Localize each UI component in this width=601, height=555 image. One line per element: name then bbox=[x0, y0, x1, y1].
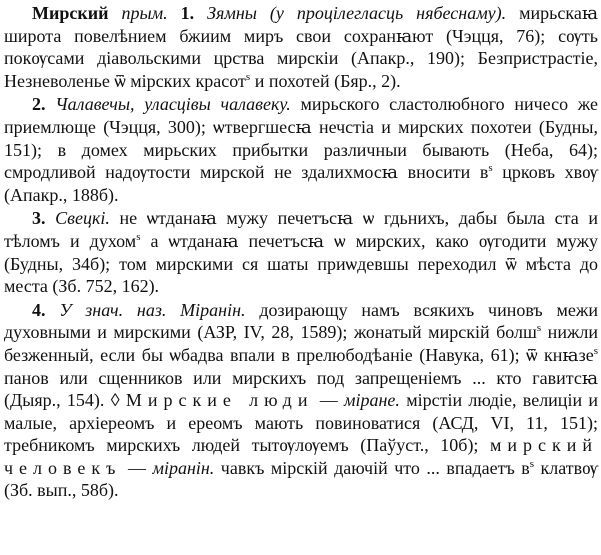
superscript-letter: ѕ bbox=[536, 322, 542, 335]
headword: Мирский bbox=[32, 3, 109, 23]
sense-number: 3. bbox=[32, 208, 46, 229]
gloss-text: Чалавечы, уласцівы чалавеку. bbox=[55, 94, 291, 115]
phrase-spaced: Мирские люди bbox=[125, 390, 314, 411]
superscript-letter: ѕ bbox=[488, 162, 493, 175]
citation-text: нижли безженный, если бы ѡбадва впали в прелюбодѣаніе (Навука, 61); ѿ кнꙗзе bbox=[4, 322, 598, 365]
citation-text: клатвѹ (Зб. вып., 58б). bbox=[4, 457, 599, 501]
sense-text bbox=[4, 208, 598, 296]
gloss-text: У знач. наз. Міранін. bbox=[59, 299, 246, 320]
citation-text: панов или сщенников или мирскихъ под запрещеніемъ ... кто гавитсꙗ (Дыяр., 154). ◊ bbox=[4, 367, 598, 411]
superscript-letter: ѕ bbox=[593, 344, 598, 357]
citation-text: мирьского сластолюбного ничесо же приемлюще (Чэцця, 300); ѡтвергшесꙗ нечстіа и мирских похотеи (Будны, 151); в домех мирьских прибытки различныи бывають (Неба, 64); смродливой надѹтости мирской не здалихмосꙗ вносити в bbox=[4, 94, 598, 183]
sense-number: 1. bbox=[180, 3, 195, 23]
citation-text: чавкъ мірскій даючій что ... впадаетъ в bbox=[214, 457, 530, 478]
citation-text: мирьскаꙗ широта повелѣнием бжиим миръ свои сохранꙗют (Чэцця, 76); сѹть покѹсами діавольскими црства мирскіи (Апакр., 190); Безпристрастіе, Незневоленье ѿ мірских красот bbox=[4, 3, 599, 91]
superscript-letter: ѕ bbox=[529, 457, 535, 470]
part-of-speech: прым. bbox=[121, 3, 168, 23]
gloss-text: Свецкі. bbox=[55, 208, 110, 229]
sense-4 bbox=[4, 299, 598, 502]
sense-text bbox=[4, 300, 598, 501]
sense-text bbox=[4, 94, 598, 204]
gloss-text: міране. bbox=[344, 390, 400, 411]
citation-text: и похотей (Бяр., 2). bbox=[250, 70, 401, 91]
citation-text: не ѡтданаꙗ мужу печетъсꙗ ѡ гдьнихъ, дабы была ста и тѣломъ и духом bbox=[4, 208, 598, 251]
sense-number: 2. bbox=[32, 94, 46, 115]
superscript-letter: ѕ bbox=[245, 70, 251, 83]
citation-text: мірстіи людіе, велиціи и малые, архіереомъ и ереомъ мають повиноватися (АСД, VI, 11, 151); требникомъ мирскихъ людей тытѹлѹемъ (Паўуст., 10б); bbox=[4, 390, 598, 456]
phrase-spaced: мирский человекъ bbox=[4, 435, 598, 478]
citation-text: црковъ хвѹ (Апакр., 188б). bbox=[4, 162, 598, 205]
citation-text: — bbox=[121, 457, 153, 478]
citation-text: а ѡтданаꙗ печетъсꙗ ѡ мирских, како ѹгодити мужу (Будны, 34б); том мирскими ся шаты приѡдевшы переходил ѿ мѣста до места (Зб. 752, 162). bbox=[4, 230, 598, 297]
superscript-letter: ѕ bbox=[136, 230, 141, 243]
sense-number: 4. bbox=[32, 299, 46, 320]
sense-3 bbox=[4, 207, 598, 297]
gloss-text: міранін. bbox=[152, 457, 215, 478]
gloss-text: Зямны (у процілегласць нябеснаму). bbox=[207, 3, 507, 23]
citation-text: дозирающу намъ всякихъ чиновъ межи духовными и мирскими (АЗР, IV, 28, 1589); жонатый мирскій болш bbox=[4, 299, 598, 343]
sense-2 bbox=[4, 93, 598, 206]
citation-text: — bbox=[313, 390, 345, 411]
sense-1 bbox=[4, 2, 598, 92]
